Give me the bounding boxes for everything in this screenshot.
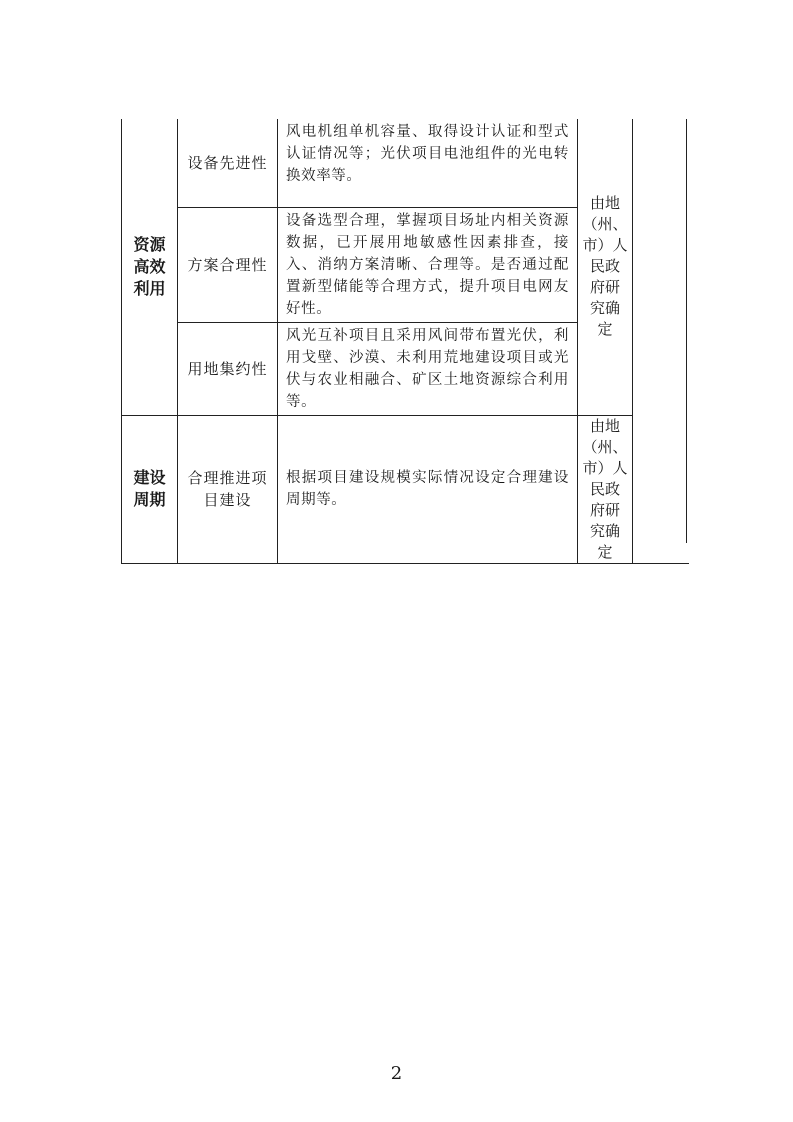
category-line: 利用: [133, 278, 166, 298]
description-cell: [278, 322, 578, 415]
item-line: 目建设: [203, 491, 252, 509]
item-label: 方案合理性: [187, 255, 268, 274]
category-cell-period: [122, 415, 178, 563]
item-cell: [178, 322, 278, 415]
description-cell: [278, 415, 578, 563]
category-line: 高效: [133, 256, 166, 276]
item-label: 用地集约性: [187, 359, 268, 378]
item-label: 设备先进性: [187, 153, 268, 172]
table-row: [122, 415, 689, 563]
item-cell: [178, 207, 278, 322]
table-row: [122, 119, 689, 207]
description-text: 风光互补项目且采用风间带布置光伏，利用戈壁、沙漠、未利用荒地建设项目或光伏与农业相融合、矿区土地资源综合利用等。: [286, 327, 569, 410]
evaluation-table: [121, 119, 689, 564]
item-cell: [178, 119, 278, 207]
description-text: 设备选型合理，掌握项目场址内相关资源数据，已开展用地敏感性因素排查，接入、消纳方案清晰、合理等。是否通过配置新型储能等合理方式，提升项目电网友好性。: [286, 212, 569, 317]
category-line: 建设: [133, 468, 166, 487]
item-cell: [178, 415, 278, 563]
department-line: 市）人: [582, 458, 628, 477]
department-line: 由地: [589, 194, 620, 213]
category-line: 资源: [133, 234, 166, 254]
item-line: 合理推进项: [187, 469, 268, 487]
department-line: 市）人: [582, 236, 628, 255]
remarks-cell: [633, 119, 689, 563]
department-line: （州、: [582, 215, 628, 234]
department-line: （州、: [582, 437, 628, 456]
description-cell: [278, 119, 578, 207]
category-line: 周期: [133, 490, 166, 509]
description-cell: [278, 207, 578, 322]
department-cell: [578, 119, 633, 415]
department-line: 究确: [589, 521, 620, 540]
page-number: 2: [390, 1063, 403, 1084]
department-line: 府研: [589, 278, 620, 297]
department-line: 民政: [589, 257, 620, 276]
table-right-border: [686, 119, 687, 543]
description-text: 风电机组单机容量、取得设计认证和型式认证情况等；光伏项目电池组件的光电转换效率等。: [286, 124, 569, 184]
department-line: 定: [597, 542, 613, 561]
department-line: 究确: [589, 299, 620, 318]
description-text: 根据项目建设规模实际情况设定合理建设周期等。: [286, 470, 569, 508]
category-cell-resource: [122, 119, 178, 415]
department-line: 定: [597, 320, 613, 339]
department-line: 民政: [589, 479, 620, 498]
department-line: 由地: [589, 416, 620, 435]
department-line: 府研: [589, 500, 620, 519]
department-cell: [578, 415, 633, 563]
